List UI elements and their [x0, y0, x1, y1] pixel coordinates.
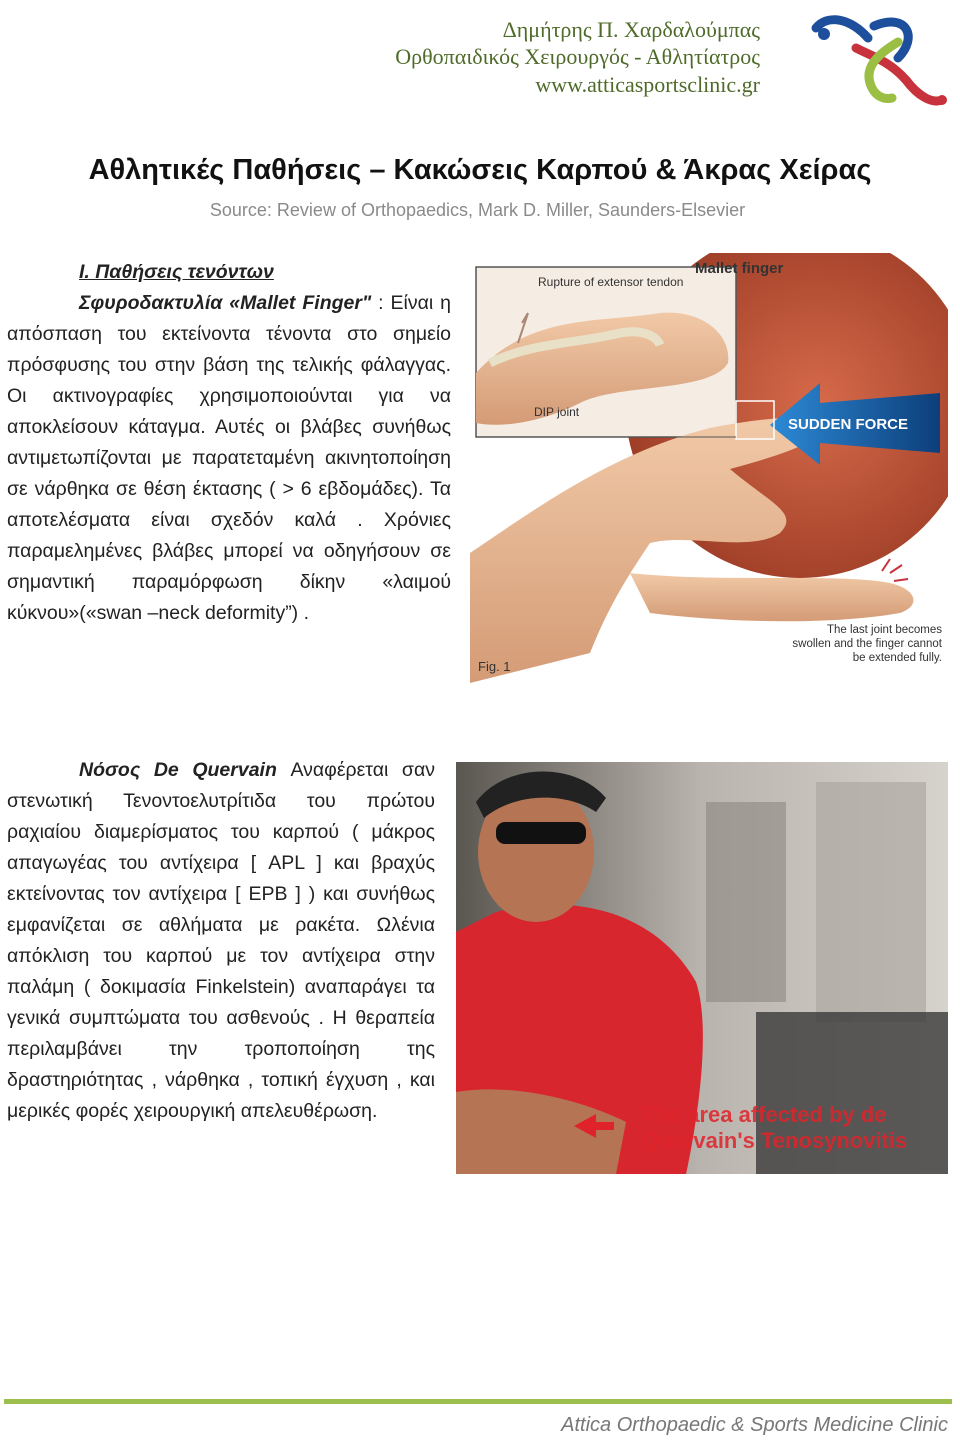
photo-overlay-text: The area affected by de Quervain's Tenosynovitis	[642, 1102, 908, 1153]
label-sudden-force: SUDDEN FORCE	[788, 416, 909, 433]
lower-finger-shape	[630, 573, 913, 621]
source-citation: Source: Review of Orthopaedics, Mark D. Miller, Saunders-Elsevier	[209, 200, 746, 220]
section2-body	[7, 755, 435, 1127]
doctor-name: Δημήτρης Π. Χαρδαλούμπας	[502, 17, 760, 42]
doctor-role: Ορθοπαιδικός Χειρουργός - Αθλητίατρος	[395, 44, 760, 69]
red-arrow-icon	[574, 1114, 614, 1138]
figure-title: Mallet finger	[695, 260, 784, 277]
figure-caption: The last joint becomes swollen and the finger cannot be extended fully.	[792, 624, 942, 664]
clinic-logo-icon	[810, 8, 950, 112]
figure-number: Fig. 1	[478, 659, 511, 674]
de-quervain-photo	[456, 762, 948, 1174]
de-quervain-term: Νόσος De Quervain	[79, 759, 277, 781]
section1-body	[7, 257, 451, 629]
mallet-finger-text: : Είναι η απόσπαση του εκτείνοντα τένοντα στο σημείο πρόσφυσης του στην βάση της τελικής φάλαγγας. Οι ακτινογραφίες χρησιμοποιούνται για να αποκλείσουν κάταγμα. Αυτές οι βλάβες συνήθως αντιμετωπίζονται με παρατεταμένη ακινητοποίηση σε νάρθηκα σε θέση έκτασης ( > 6 εβδομάδες). Τα αποτελέσματα είναι σχεδόν καλά . Χρόνιες παραμελημένες βλάβες μπορεί να οδηγήσουν σε σημαντική παραμόρφωση δίκην «λαιμού κύκνου»(«swan –neck deformity”) .	[7, 292, 451, 624]
mallet-finger-illustration	[470, 253, 948, 683]
mallet-finger-figure	[470, 253, 948, 683]
de-quervain-text: Αναφέρεται σαν στενωτική Τενοντοελυτρίτιδα του πρώτου ραχιαίου διαμερίσματος του καρπού ( μάκρος απαγωγέας του αντίχειρα [ APL ] και βραχύς εκτείνοντας τον αντίχειρα [ EPB ] ) και συνήθως εμφανίζεται σε αθλήματα με ρακέτα. Ωλένια απόκλιση του καρπού με τον αντίχειρα στην παλάμη ( δοκιμασία Finkelstein) αναπαράγει τα γενικά συμπτώματα του ασθενούς . Η θεραπεία περιλαμβάνει την τροποποίηση της δραστηριότητας , νάρθηκα , τοπική έγχυση , και μερικές φορές χειρουργική απελευθέρωση.	[7, 759, 435, 1122]
footer-divider	[4, 1399, 952, 1404]
sunglasses-icon	[496, 822, 586, 844]
section-heading: I. Παθήσεις τενόντων	[79, 261, 274, 283]
label-dip-joint: DIP joint	[534, 405, 580, 419]
page-title: Αθλητικές Παθήσεις – Κακώσεις Καρπού & Άκρας Χείρας	[88, 154, 872, 186]
footer-clinic-name: Attica Orthopaedic & Sports Medicine Clinic	[561, 1414, 948, 1436]
mallet-finger-term: Σφυροδακτυλία «Mallet Finger"	[79, 292, 372, 314]
clinic-website[interactable]: www.atticasportsclinic.gr	[535, 72, 760, 97]
label-rupture: Rupture of extensor tendon	[538, 275, 684, 289]
